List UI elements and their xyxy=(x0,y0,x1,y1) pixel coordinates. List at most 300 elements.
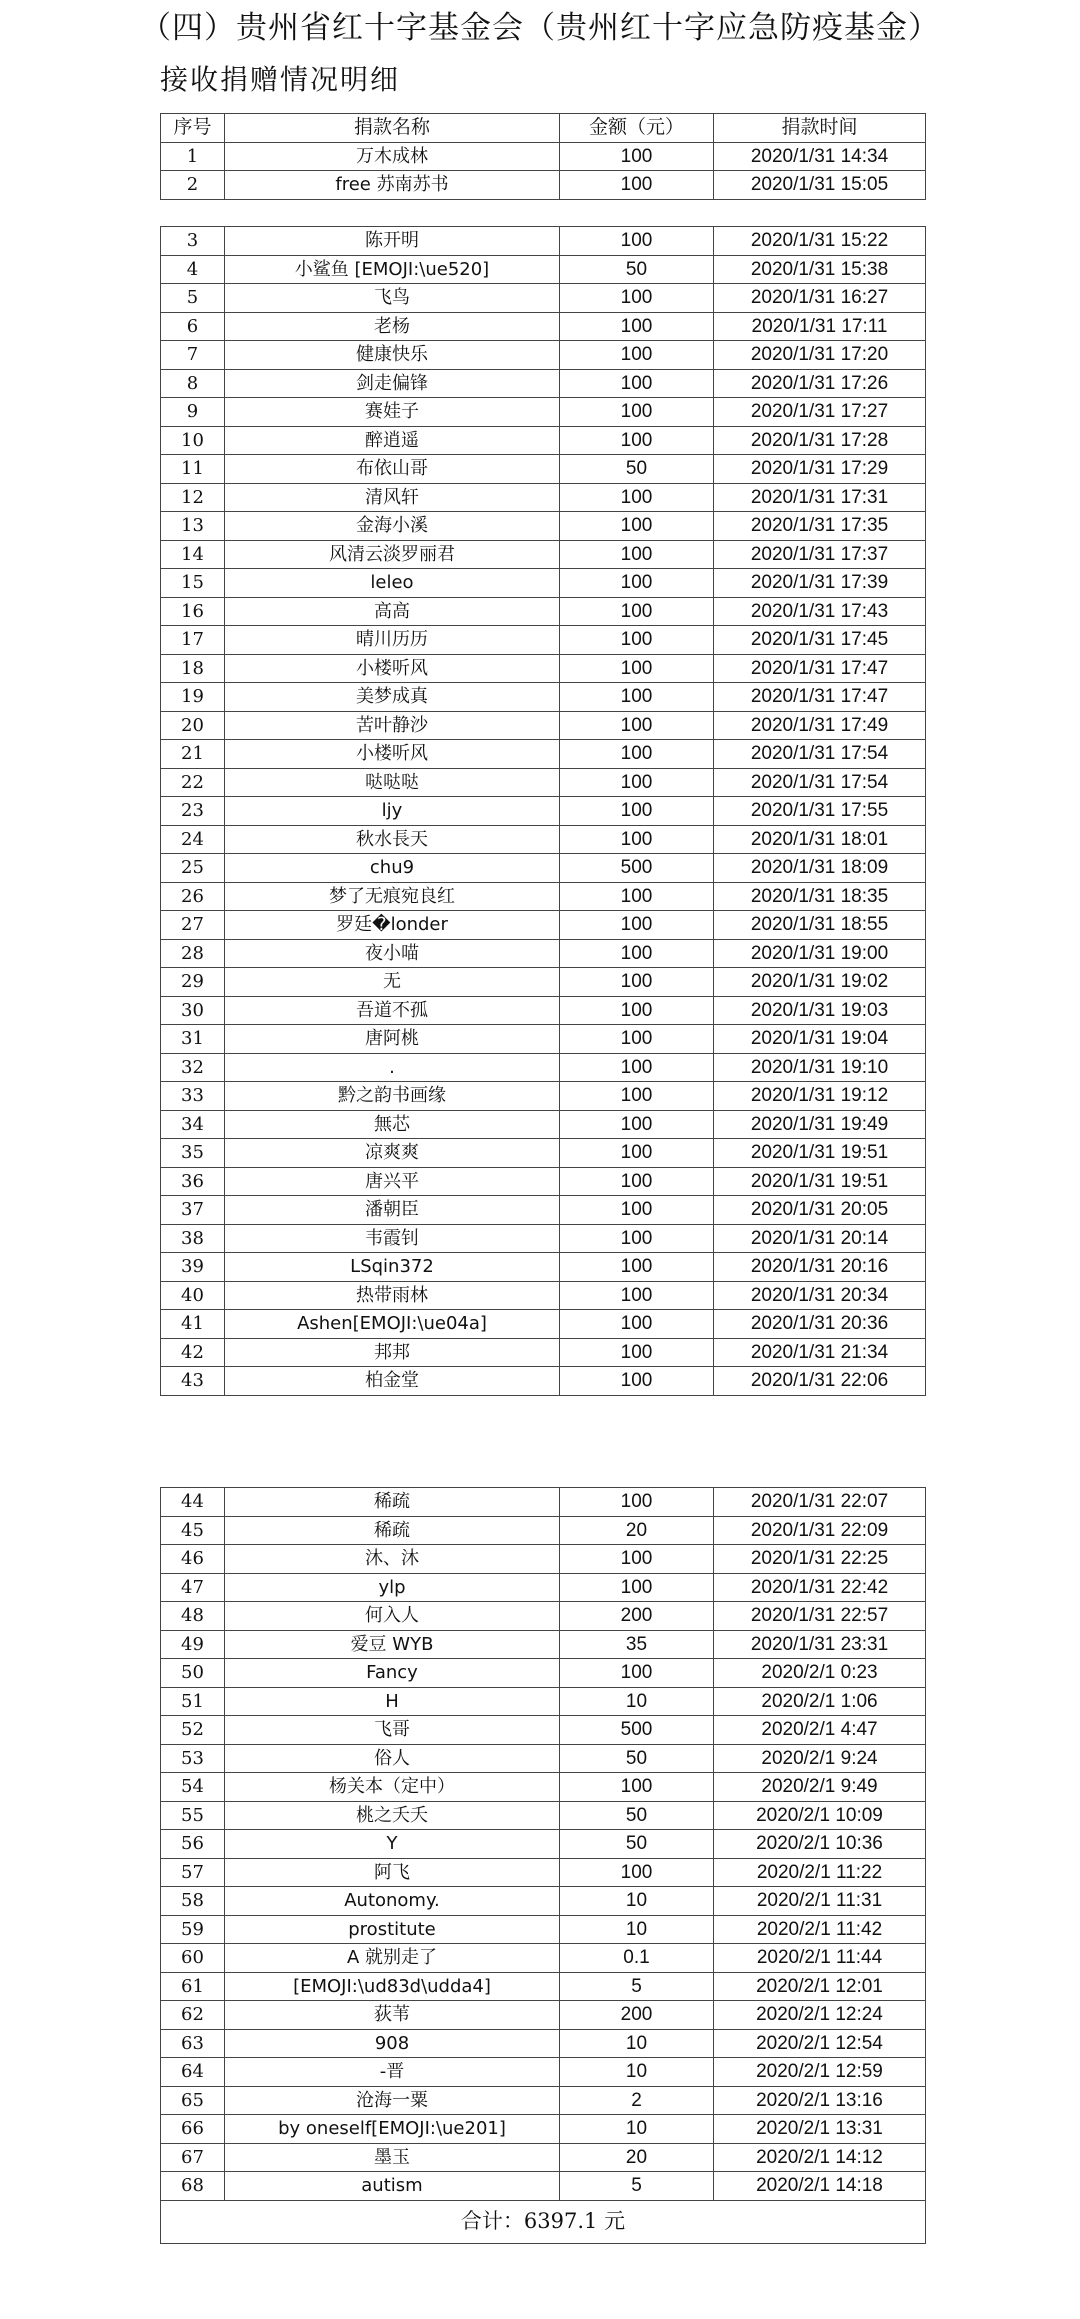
donation-time: 2020/1/31 20:34 xyxy=(714,1281,926,1310)
donation-amount: 100 xyxy=(560,1367,714,1396)
donor-name: 凉爽爽 xyxy=(225,1139,560,1168)
table-row xyxy=(161,711,926,740)
donation-time: 2020/1/31 19:49 xyxy=(714,1110,926,1139)
row-index: 12 xyxy=(161,483,225,512)
table-row xyxy=(161,1338,926,1367)
row-index: 34 xyxy=(161,1110,225,1139)
row-index: 5 xyxy=(161,284,225,313)
table-row xyxy=(161,996,926,1025)
donation-amount: 2 xyxy=(560,2086,714,2115)
row-index: 56 xyxy=(161,1830,225,1859)
row-index: 65 xyxy=(161,2086,225,2115)
donation-amount: 50 xyxy=(560,455,714,484)
donation-amount: 10 xyxy=(560,1687,714,1716)
donation-time: 2020/1/31 15:22 xyxy=(714,227,926,256)
table-row xyxy=(161,455,926,484)
total-row xyxy=(161,2200,926,2243)
donation-time: 2020/2/1 9:24 xyxy=(714,1744,926,1773)
row-index: 23 xyxy=(161,797,225,826)
row-index: 10 xyxy=(161,426,225,455)
donation-amount: 20 xyxy=(560,2143,714,2172)
donation-amount: 100 xyxy=(560,369,714,398)
donation-time: 2020/1/31 22:09 xyxy=(714,1516,926,1545)
donation-time: 2020/1/31 19:00 xyxy=(714,939,926,968)
donor-name: 俗人 xyxy=(225,1744,560,1773)
donation-amount: 100 xyxy=(560,1053,714,1082)
donor-name: Ashen[EMOJI:\ue04a] xyxy=(225,1310,560,1339)
donation-amount: 100 xyxy=(560,1253,714,1282)
donor-name: 阿飞 xyxy=(225,1858,560,1887)
donor-name: ylp xyxy=(225,1573,560,1602)
donor-name: 爱豆 WYB xyxy=(225,1630,560,1659)
row-index: 31 xyxy=(161,1025,225,1054)
donation-time: 2020/2/1 14:18 xyxy=(714,2172,926,2201)
donation-amount: 10 xyxy=(560,2058,714,2087)
row-index: 49 xyxy=(161,1630,225,1659)
donation-time: 2020/1/31 17:31 xyxy=(714,483,926,512)
row-index: 25 xyxy=(161,854,225,883)
donation-table-part-2 xyxy=(160,226,926,1396)
table-row xyxy=(161,1488,926,1517)
row-index: 32 xyxy=(161,1053,225,1082)
donation-time: 2020/1/31 20:14 xyxy=(714,1224,926,1253)
header-time: 捐款时间 xyxy=(714,114,926,143)
donation-time: 2020/1/31 22:57 xyxy=(714,1602,926,1631)
donation-amount: 500 xyxy=(560,1716,714,1745)
row-index: 61 xyxy=(161,1972,225,2001)
row-index: 15 xyxy=(161,569,225,598)
row-index: 19 xyxy=(161,683,225,712)
table-row xyxy=(161,1545,926,1574)
donation-amount: 10 xyxy=(560,1915,714,1944)
donation-amount: 100 xyxy=(560,825,714,854)
donation-time: 2020/1/31 17:54 xyxy=(714,740,926,769)
donation-amount: 100 xyxy=(560,996,714,1025)
donor-name: prostitute xyxy=(225,1915,560,1944)
donation-time: 2020/2/1 12:54 xyxy=(714,2029,926,2058)
donation-amount: 100 xyxy=(560,968,714,997)
row-index: 4 xyxy=(161,255,225,284)
donation-amount: 200 xyxy=(560,2001,714,2030)
donor-name: 小楼听风 xyxy=(225,740,560,769)
donation-time: 2020/1/31 18:01 xyxy=(714,825,926,854)
row-index: 37 xyxy=(161,1196,225,1225)
row-index: 1 xyxy=(161,142,225,171)
donation-amount: 10 xyxy=(560,2115,714,2144)
donor-name: 稀疏 xyxy=(225,1516,560,1545)
donation-amount: 50 xyxy=(560,255,714,284)
donation-time: 2020/1/31 19:04 xyxy=(714,1025,926,1054)
donation-amount: 50 xyxy=(560,1801,714,1830)
table-row xyxy=(161,1630,926,1659)
donor-name: 桃之夭夭 xyxy=(225,1801,560,1830)
row-index: 60 xyxy=(161,1944,225,1973)
donor-name: 健康快乐 xyxy=(225,341,560,370)
donation-time: 2020/1/31 17:43 xyxy=(714,597,926,626)
table-row xyxy=(161,171,926,200)
row-index: 29 xyxy=(161,968,225,997)
row-index: 17 xyxy=(161,626,225,655)
row-index: 21 xyxy=(161,740,225,769)
table-row xyxy=(161,1744,926,1773)
row-index: 47 xyxy=(161,1573,225,1602)
donor-name: 无 xyxy=(225,968,560,997)
donation-amount: 100 xyxy=(560,1338,714,1367)
table-row xyxy=(161,1310,926,1339)
table-row xyxy=(161,968,926,997)
donation-time: 2020/2/1 10:36 xyxy=(714,1830,926,1859)
donation-time: 2020/1/31 15:38 xyxy=(714,255,926,284)
table-row xyxy=(161,1887,926,1916)
donor-name: 高高 xyxy=(225,597,560,626)
donation-amount: 100 xyxy=(560,654,714,683)
table-row xyxy=(161,312,926,341)
donation-time: 2020/1/31 21:34 xyxy=(714,1338,926,1367)
donor-name: 剑走偏锋 xyxy=(225,369,560,398)
donation-time: 2020/2/1 4:47 xyxy=(714,1716,926,1745)
table-row xyxy=(161,483,926,512)
donation-time: 2020/1/31 18:09 xyxy=(714,854,926,883)
row-index: 45 xyxy=(161,1516,225,1545)
row-index: 42 xyxy=(161,1338,225,1367)
donation-time: 2020/1/31 19:10 xyxy=(714,1053,926,1082)
table-row xyxy=(161,2086,926,2115)
donor-name: 沐、沐 xyxy=(225,1545,560,1574)
row-index: 35 xyxy=(161,1139,225,1168)
donation-amount: 100 xyxy=(560,1545,714,1574)
donation-amount: 100 xyxy=(560,171,714,200)
donation-amount: 100 xyxy=(560,540,714,569)
row-index: 41 xyxy=(161,1310,225,1339)
table-row xyxy=(161,939,926,968)
donation-time: 2020/1/31 22:42 xyxy=(714,1573,926,1602)
donation-time: 2020/2/1 10:09 xyxy=(714,1801,926,1830)
donation-amount: 100 xyxy=(560,284,714,313)
donor-name: 金海小溪 xyxy=(225,512,560,541)
donation-amount: 100 xyxy=(560,512,714,541)
donor-name: 潘朝臣 xyxy=(225,1196,560,1225)
row-index: 53 xyxy=(161,1744,225,1773)
row-index: 30 xyxy=(161,996,225,1025)
donation-amount: 10 xyxy=(560,2029,714,2058)
row-index: 58 xyxy=(161,1887,225,1916)
donor-name: Fancy xyxy=(225,1659,560,1688)
donor-name: autism xyxy=(225,2172,560,2201)
donation-amount: 100 xyxy=(560,227,714,256)
donor-name: LSqin372 xyxy=(225,1253,560,1282)
donation-amount: 35 xyxy=(560,1630,714,1659)
donation-amount: 100 xyxy=(560,683,714,712)
donor-name: 何入人 xyxy=(225,1602,560,1631)
donation-amount: 100 xyxy=(560,768,714,797)
table-row xyxy=(161,1830,926,1859)
donation-time: 2020/2/1 12:24 xyxy=(714,2001,926,2030)
donor-name: chu9 xyxy=(225,854,560,883)
donor-name: by oneself[EMOJI:\ue201] xyxy=(225,2115,560,2144)
donation-amount: 100 xyxy=(560,1196,714,1225)
row-index: 22 xyxy=(161,768,225,797)
table-row xyxy=(161,654,926,683)
donor-name: . xyxy=(225,1053,560,1082)
donation-time: 2020/1/31 17:29 xyxy=(714,455,926,484)
table-row xyxy=(161,1972,926,2001)
table-row xyxy=(161,1253,926,1282)
row-index: 64 xyxy=(161,2058,225,2087)
donor-name: 唐兴平 xyxy=(225,1167,560,1196)
table-row xyxy=(161,1687,926,1716)
table-row xyxy=(161,1082,926,1111)
table-row xyxy=(161,1224,926,1253)
table-row xyxy=(161,569,926,598)
donor-name: 陈开明 xyxy=(225,227,560,256)
donation-time: 2020/2/1 11:42 xyxy=(714,1915,926,1944)
table-row xyxy=(161,1716,926,1745)
row-index: 59 xyxy=(161,1915,225,1944)
donation-time: 2020/1/31 17:11 xyxy=(714,312,926,341)
row-index: 43 xyxy=(161,1367,225,1396)
donation-amount: 100 xyxy=(560,1573,714,1602)
table-row xyxy=(161,911,926,940)
header-amount: 金额（元） xyxy=(560,114,714,143)
donor-name: 夜小喵 xyxy=(225,939,560,968)
donor-name: 赛娃子 xyxy=(225,398,560,427)
table-row xyxy=(161,740,926,769)
donation-amount: 500 xyxy=(560,854,714,883)
donor-name: 小鲨鱼 [EMOJI:\ue520] xyxy=(225,255,560,284)
table-row xyxy=(161,227,926,256)
donor-name: 晴川历历 xyxy=(225,626,560,655)
table-row xyxy=(161,1944,926,1973)
donation-time: 2020/1/31 22:25 xyxy=(714,1545,926,1574)
row-index: 27 xyxy=(161,911,225,940)
table-row xyxy=(161,626,926,655)
row-index: 11 xyxy=(161,455,225,484)
donor-name: 唐阿桃 xyxy=(225,1025,560,1054)
donation-amount: 5 xyxy=(560,1972,714,2001)
donor-name: 黔之韵书画缘 xyxy=(225,1082,560,1111)
row-index: 62 xyxy=(161,2001,225,2030)
donor-name: 邦邦 xyxy=(225,1338,560,1367)
table-row xyxy=(161,1659,926,1688)
table-row xyxy=(161,825,926,854)
donation-amount: 100 xyxy=(560,939,714,968)
table-row xyxy=(161,1858,926,1887)
header-index: 序号 xyxy=(161,114,225,143)
donation-amount: 5 xyxy=(560,2172,714,2201)
donor-name: 清风轩 xyxy=(225,483,560,512)
row-index: 20 xyxy=(161,711,225,740)
donation-time: 2020/1/31 19:12 xyxy=(714,1082,926,1111)
donation-time: 2020/1/31 23:31 xyxy=(714,1630,926,1659)
donor-name: 哒哒哒 xyxy=(225,768,560,797)
donation-amount: 20 xyxy=(560,1516,714,1545)
table-row xyxy=(161,540,926,569)
donation-time: 2020/2/1 12:01 xyxy=(714,1972,926,2001)
table-row xyxy=(161,683,926,712)
donation-time: 2020/2/1 12:59 xyxy=(714,2058,926,2087)
donation-time: 2020/1/31 19:02 xyxy=(714,968,926,997)
donor-name: 醉逍遥 xyxy=(225,426,560,455)
donation-amount: 100 xyxy=(560,1310,714,1339)
donor-name: free 苏南苏书 xyxy=(225,171,560,200)
donation-time: 2020/1/31 17:28 xyxy=(714,426,926,455)
row-index: 44 xyxy=(161,1488,225,1517)
table-row xyxy=(161,1801,926,1830)
section-subtitle: 接收捐赠情况明细 xyxy=(160,63,401,96)
donation-amount: 100 xyxy=(560,597,714,626)
donor-name: 908 xyxy=(225,2029,560,2058)
donation-table-part-3 xyxy=(160,1487,926,2244)
donor-name: 飞鸟 xyxy=(225,284,560,313)
donation-amount: 0.1 xyxy=(560,1944,714,1973)
donation-time: 2020/1/31 17:20 xyxy=(714,341,926,370)
donor-name: 墨玉 xyxy=(225,2143,560,2172)
table-row xyxy=(161,882,926,911)
donor-name: 美梦成真 xyxy=(225,683,560,712)
table-row xyxy=(161,1281,926,1310)
donation-amount: 100 xyxy=(560,882,714,911)
donation-time: 2020/1/31 14:34 xyxy=(714,142,926,171)
donation-amount: 100 xyxy=(560,142,714,171)
donation-time: 2020/1/31 19:03 xyxy=(714,996,926,1025)
row-index: 6 xyxy=(161,312,225,341)
donation-amount: 100 xyxy=(560,1281,714,1310)
table-row xyxy=(161,1196,926,1225)
donation-time: 2020/1/31 17:39 xyxy=(714,569,926,598)
header-donor-name: 捐款名称 xyxy=(225,114,560,143)
donation-amount: 50 xyxy=(560,1744,714,1773)
table-row xyxy=(161,255,926,284)
donation-amount: 100 xyxy=(560,426,714,455)
row-index: 16 xyxy=(161,597,225,626)
donation-amount: 100 xyxy=(560,341,714,370)
donor-name: 梦了无痕宛良红 xyxy=(225,882,560,911)
donor-name: 秋水長天 xyxy=(225,825,560,854)
donation-amount: 100 xyxy=(560,1858,714,1887)
donation-amount: 100 xyxy=(560,483,714,512)
donation-table-part-1 xyxy=(160,113,926,200)
donation-time: 2020/2/1 11:22 xyxy=(714,1858,926,1887)
table-row xyxy=(161,1167,926,1196)
donor-name: 荻苇 xyxy=(225,2001,560,2030)
donation-time: 2020/2/1 13:16 xyxy=(714,2086,926,2115)
table-row xyxy=(161,426,926,455)
table-row xyxy=(161,1516,926,1545)
donor-name: 小楼听风 xyxy=(225,654,560,683)
donation-amount: 100 xyxy=(560,398,714,427)
row-index: 40 xyxy=(161,1281,225,1310)
table-row xyxy=(161,1139,926,1168)
donation-amount: 100 xyxy=(560,1488,714,1517)
donation-amount: 100 xyxy=(560,1167,714,1196)
row-index: 39 xyxy=(161,1253,225,1282)
donation-amount: 100 xyxy=(560,1659,714,1688)
donation-time: 2020/1/31 17:54 xyxy=(714,768,926,797)
donor-name: 柏金堂 xyxy=(225,1367,560,1396)
table-row xyxy=(161,597,926,626)
donor-name: -晋 xyxy=(225,2058,560,2087)
donor-name: 布依山哥 xyxy=(225,455,560,484)
table-row xyxy=(161,369,926,398)
row-index: 67 xyxy=(161,2143,225,2172)
donation-time: 2020/2/1 11:31 xyxy=(714,1887,926,1916)
donation-amount: 100 xyxy=(560,312,714,341)
donor-name: 沧海一粟 xyxy=(225,2086,560,2115)
donation-amount: 100 xyxy=(560,1773,714,1802)
table-row xyxy=(161,2001,926,2030)
row-index: 38 xyxy=(161,1224,225,1253)
donation-amount: 100 xyxy=(560,1082,714,1111)
table-row xyxy=(161,398,926,427)
row-index: 28 xyxy=(161,939,225,968)
donation-amount: 100 xyxy=(560,1139,714,1168)
donation-time: 2020/1/31 20:05 xyxy=(714,1196,926,1225)
donor-name: A 就别走了 xyxy=(225,1944,560,1973)
donation-time: 2020/1/31 17:47 xyxy=(714,683,926,712)
table-row xyxy=(161,341,926,370)
table-row xyxy=(161,1025,926,1054)
donor-name: 吾道不孤 xyxy=(225,996,560,1025)
donation-time: 2020/1/31 19:51 xyxy=(714,1167,926,1196)
donation-time: 2020/2/1 0:23 xyxy=(714,1659,926,1688)
donation-time: 2020/1/31 15:05 xyxy=(714,171,926,200)
row-index: 33 xyxy=(161,1082,225,1111)
donation-time: 2020/1/31 17:26 xyxy=(714,369,926,398)
table-row xyxy=(161,142,926,171)
donation-time: 2020/1/31 17:35 xyxy=(714,512,926,541)
donation-amount: 200 xyxy=(560,1602,714,1631)
table-row xyxy=(161,512,926,541)
donation-amount: 100 xyxy=(560,711,714,740)
donation-time: 2020/1/31 17:45 xyxy=(714,626,926,655)
donor-name: 热带雨林 xyxy=(225,1281,560,1310)
donor-name: [EMOJI:\ud83d\udda4] xyxy=(225,1972,560,2001)
donation-time: 2020/1/31 16:27 xyxy=(714,284,926,313)
table-row xyxy=(161,2143,926,2172)
table-row xyxy=(161,854,926,883)
table-row xyxy=(161,1602,926,1631)
donor-name: Y xyxy=(225,1830,560,1859)
donation-time: 2020/2/1 1:06 xyxy=(714,1687,926,1716)
row-index: 50 xyxy=(161,1659,225,1688)
row-index: 55 xyxy=(161,1801,225,1830)
row-index: 46 xyxy=(161,1545,225,1574)
table-row xyxy=(161,1915,926,1944)
donation-time: 2020/2/1 13:31 xyxy=(714,2115,926,2144)
row-index: 26 xyxy=(161,882,225,911)
donation-amount: 100 xyxy=(560,1224,714,1253)
donation-amount: 50 xyxy=(560,1830,714,1859)
donation-amount: 100 xyxy=(560,1110,714,1139)
donation-time: 2020/1/31 17:55 xyxy=(714,797,926,826)
donation-time: 2020/1/31 18:35 xyxy=(714,882,926,911)
donation-amount: 100 xyxy=(560,740,714,769)
row-index: 8 xyxy=(161,369,225,398)
table-row xyxy=(161,2172,926,2201)
donation-time: 2020/1/31 17:37 xyxy=(714,540,926,569)
donation-amount: 100 xyxy=(560,1025,714,1054)
row-index: 66 xyxy=(161,2115,225,2144)
donation-time: 2020/1/31 17:47 xyxy=(714,654,926,683)
donor-name: leleo xyxy=(225,569,560,598)
donor-name: 飞哥 xyxy=(225,1716,560,1745)
row-index: 14 xyxy=(161,540,225,569)
row-index: 63 xyxy=(161,2029,225,2058)
table-row xyxy=(161,2058,926,2087)
row-index: 52 xyxy=(161,1716,225,1745)
table-row xyxy=(161,2115,926,2144)
row-index: 48 xyxy=(161,1602,225,1631)
